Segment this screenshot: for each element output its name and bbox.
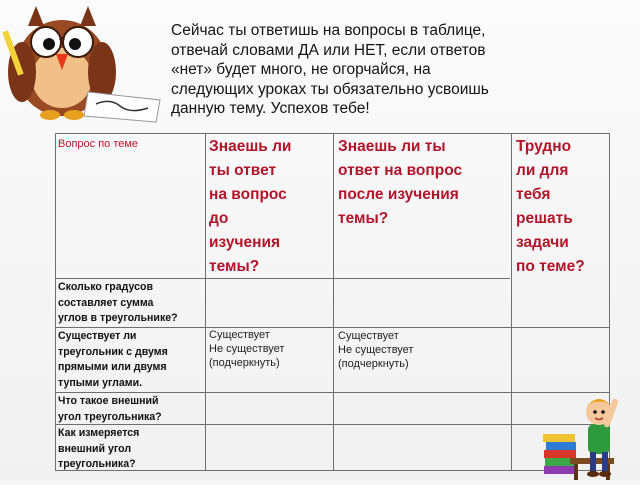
option-exists: Существует	[209, 329, 270, 341]
table-border	[333, 133, 334, 471]
question-cell: Существует ли треугольник с двумя прямыми или двумя тупыми углами.	[58, 330, 168, 389]
option-underline-hint: (подчеркнуть)	[338, 358, 409, 370]
answer-options-after	[338, 329, 508, 371]
answer-options-before	[209, 328, 331, 370]
owl-writing-icon	[0, 0, 170, 125]
table-border	[55, 133, 56, 471]
table-border	[205, 133, 206, 471]
column-header-after: Знаешь ли ты ответ на вопрос после изучения темы?	[338, 138, 463, 227]
option-not-exists: Не существует	[209, 343, 285, 355]
option-underline-hint: (подчеркнуть)	[209, 357, 280, 369]
question-cell: Как измеряется внешний угол треугольника?	[58, 427, 140, 471]
question-cell: Что такое внешний угол треугольника?	[58, 395, 162, 423]
option-not-exists: Не существует	[338, 344, 414, 356]
boy-with-books-icon	[540, 380, 640, 480]
question-cell: Сколько градусов составляет сумма углов в треугольнике?	[58, 281, 178, 325]
table-border	[511, 133, 512, 471]
column-header-difficult: Трудно ли для тебя решать задачи по теме?	[516, 138, 585, 275]
column-header-question: Вопрос по теме	[58, 138, 139, 150]
option-exists: Существует	[338, 330, 399, 342]
intro-text: Сейчас ты ответишь на вопросы в таблице, отвечай словами ДА или НЕТ, если ответов «нет» будет много, не огорчайся, на следующих уроках ты обязательно усвоишь данную тему. Успехов тебе!	[171, 22, 489, 118]
column-header-before: Знаешь ли ты ответ на вопрос до изучения темы?	[209, 138, 292, 275]
